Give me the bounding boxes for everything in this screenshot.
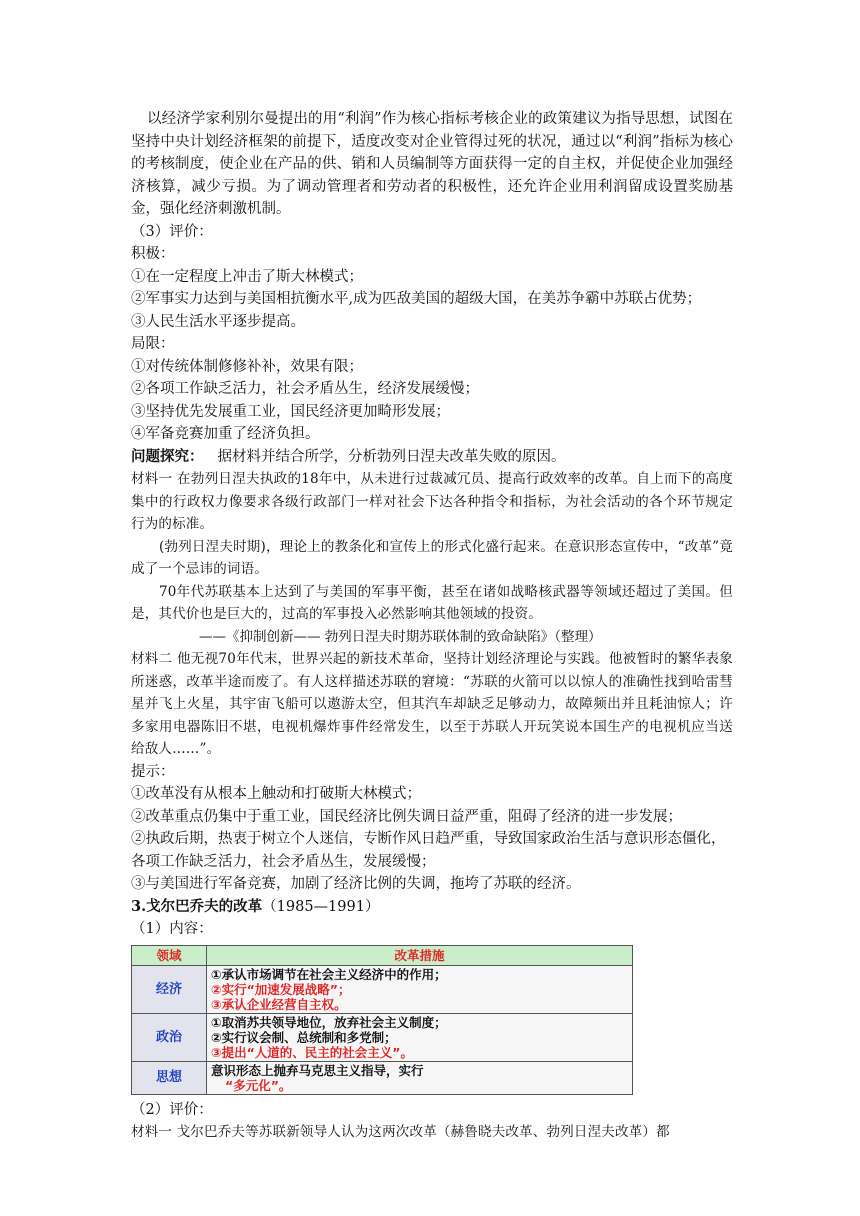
inquiry-line bbox=[131, 446, 733, 469]
material2-paragraph: 材料二 他无视70年代末，世界兴起的新技术革命，坚持计划经济理论与实践。他被暂时的繁华表象所迷惑，改革半途而废了。有人这样描述苏联的窘境：“苏联的火箭可以以惊人的准确性找到哈雷彗星并飞上火星，其宇宙飞船可以遨游太空，但其汽车却缺乏足够动力，故障频出并且耗油惊人；许多家用电器陈旧不堪，电视机爆炸事件经常发生，以至于苏联人开玩笑说本国生产的电视机应当送给敌人……”。 bbox=[131, 651, 733, 757]
evaluation2-label: （2）评价： bbox=[131, 1101, 213, 1118]
document-page bbox=[131, 108, 733, 1144]
measure-line: ①承认市场调节在社会主义经济中的作用； bbox=[211, 966, 447, 982]
header-field: 领域 bbox=[132, 945, 207, 965]
material-start: 材料一 戈尔巴乔夫等苏联新领导人认为这两次改革（赫鲁晓夫改革、勃列日涅夫改革）都 bbox=[131, 1124, 670, 1140]
inquiry-label: 问题探究： bbox=[131, 447, 204, 465]
limitation-item: ③坚持优先发展重工业，国民经济更加畸形发展； bbox=[131, 403, 450, 420]
material1-paragraph: 70年代苏联基本上达到了与美国的军事平衡，甚至在诸如战略核武器等领域还超过了美国。但是，其代价也是巨大的，过高的军事投入必然影响其他领域的投资。 bbox=[131, 583, 733, 622]
hints-label: 提示： bbox=[131, 763, 175, 780]
limitation-item: ①对传统体制修修补补，效果有限； bbox=[131, 358, 363, 375]
limitations-label: 局限： bbox=[131, 336, 175, 352]
measure-line: ③承认企业经营自主权。 bbox=[211, 996, 347, 1012]
section3-heading bbox=[131, 896, 733, 919]
field-cell: 经济 bbox=[132, 965, 207, 1013]
measure-line: ②实行议会制、总统制和多党制； bbox=[211, 1029, 397, 1045]
reform-table bbox=[131, 945, 633, 1095]
field-cell: 思想 bbox=[132, 1061, 207, 1094]
section3-title: 3.戈尔巴乔夫的改革 bbox=[131, 897, 263, 915]
measure-line: “多元化”。 bbox=[225, 1077, 292, 1093]
field-cell: 政治 bbox=[132, 1013, 207, 1061]
intro-paragraph: 以经济学家利别尔曼提出的用“利润”作为核心指标考核企业的政策建议为指导思想，试图在坚持中央计划经济框架的前提下，适度改变对企业管得过死的状况，通过以“利润”指标为核心的考核制度，使企业在产品的供、销和人员编制等方面获得一定的自主权，并促使企业加强经济核算，减少亏损。为了调动管理者和劳动者的积极性，还允许企业用利润留成设置奖励基金，强化经济刺激机制。 bbox=[131, 111, 733, 217]
positive-item: ②军事实力达到与美国相抗衡水平,成为匹敌美国的超级大国，在美苏争霸中苏联占优势； bbox=[131, 291, 702, 307]
material1-paragraph: (勃列日涅夫时期)，理论上的教条化和宣传上的形式化盛行起来。在意识形态宣传中，“改革”竟成了一个忌讳的词语。 bbox=[131, 538, 733, 577]
header-measure: 改革措施 bbox=[207, 945, 633, 965]
positive-item: ①在一定程度上冲击了斯大林模式； bbox=[131, 268, 363, 285]
measure-cell bbox=[207, 965, 633, 1013]
positive-item: ③人民生活水平逐步提高。 bbox=[131, 313, 305, 330]
reform-row-economy bbox=[132, 965, 633, 1013]
limitation-item: ②各项工作缺乏活力，社会矛盾丛生，经济发展缓慢； bbox=[131, 381, 479, 397]
measure-cell bbox=[207, 1061, 633, 1094]
inquiry-text: 据材料并结合所学，分析勃列日涅夫改革失败的原因。 bbox=[217, 448, 566, 465]
hint-item: ①改革没有从根本上触动和打破斯大林模式； bbox=[131, 786, 421, 802]
limitation-item: ④军备竞赛加重了经济负担。 bbox=[131, 426, 320, 442]
measure-line: 意识形态上抛弃马克思主义指导，实行 bbox=[211, 1062, 424, 1078]
measure-line: ③提出“人道的、民主的社会主义”。 bbox=[211, 1044, 414, 1060]
material1-source: ——《抑制创新—— 勃列日涅夫时期苏联体制的致命缺陷》（整理） bbox=[199, 628, 602, 645]
positive-label: 积极： bbox=[131, 246, 175, 262]
material1-paragraph: 材料一 在勃列日涅夫执政的18年中，从未进行过裁减冗员、提高行政效率的改革。自上而下的高度集中的行政权力像要求各级行政部门一样对社会下达各种指令和指标，为社会活动的各个环节规定行为的标准。 bbox=[131, 471, 733, 532]
hint-item: ③与美国进行军备竞赛，加剧了经济比例的失调，拖垮了苏联的经济。 bbox=[131, 876, 581, 892]
reform-table-header bbox=[132, 945, 633, 965]
content-label: （1）内容： bbox=[131, 921, 213, 937]
measure-line: ②实行“加速发展战略”； bbox=[211, 981, 351, 997]
measure-line: ①取消苏共领导地位，放弃社会主义制度； bbox=[211, 1014, 447, 1030]
hint-item: ②改革重点仍集中于重工业，国民经济比例失调日益严重，阻碍了经济的进一步发展； bbox=[131, 808, 682, 825]
reform-row-politics bbox=[132, 1013, 633, 1061]
section3-years: （1985—1991） bbox=[262, 898, 380, 915]
evaluation-heading: （3）评价： bbox=[131, 223, 213, 240]
measure-cell bbox=[207, 1013, 633, 1061]
hint-item: ②执政后期，热衷于树立个人迷信，专断作风日趋严重，导致国家政治生活与意识形态僵化，各项工作缺乏活力，社会矛盾丛生，发展缓慢； bbox=[131, 831, 726, 870]
reform-row-ideology bbox=[132, 1061, 633, 1094]
